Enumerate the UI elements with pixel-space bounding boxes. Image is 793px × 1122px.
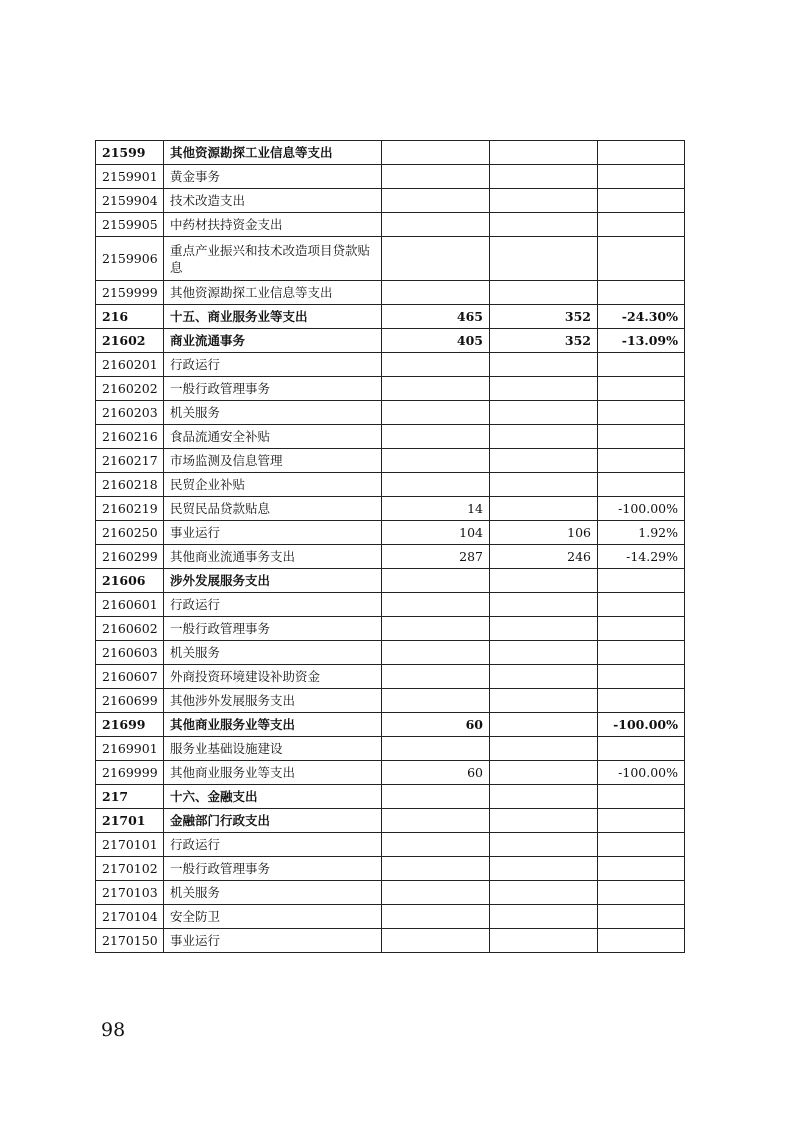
value-2019-cell (382, 665, 490, 689)
code-cell: 2160699 (96, 689, 164, 713)
change-rate-cell (598, 213, 685, 237)
value-2020-cell (490, 761, 598, 785)
code-cell: 2159906 (96, 237, 164, 281)
value-2020-cell (490, 425, 598, 449)
value-2020-cell (490, 905, 598, 929)
code-cell: 2170150 (96, 929, 164, 953)
value-2020-cell (490, 449, 598, 473)
value-2019-cell (382, 737, 490, 761)
code-cell: 2160299 (96, 545, 164, 569)
code-cell: 2160607 (96, 665, 164, 689)
value-2020-cell (490, 189, 598, 213)
change-rate-cell (598, 593, 685, 617)
name-cell: 商业流通事务 (164, 329, 382, 353)
table-row (96, 761, 685, 785)
change-rate-cell (598, 473, 685, 497)
code-cell: 2170101 (96, 833, 164, 857)
change-rate-cell (598, 857, 685, 881)
name-cell: 食品流通安全补贴 (164, 425, 382, 449)
change-rate-cell: 1.92% (598, 521, 685, 545)
value-2019-cell (382, 809, 490, 833)
table-row (96, 689, 685, 713)
value-2019-cell (382, 473, 490, 497)
code-cell: 2160218 (96, 473, 164, 497)
table-row (96, 569, 685, 593)
value-2019-cell (382, 881, 490, 905)
change-rate-cell (598, 641, 685, 665)
value-2020-cell (490, 569, 598, 593)
value-2019-cell (382, 281, 490, 305)
name-cell: 十六、金融支出 (164, 785, 382, 809)
value-2019-cell (382, 617, 490, 641)
value-2019-cell (382, 425, 490, 449)
change-rate-cell: -100.00% (598, 497, 685, 521)
value-2019-cell (382, 689, 490, 713)
table-row (96, 353, 685, 377)
code-cell: 2159905 (96, 213, 164, 237)
change-rate-cell: -100.00% (598, 761, 685, 785)
value-2020-cell (490, 237, 598, 281)
change-rate-cell: -14.29% (598, 545, 685, 569)
table-row (96, 213, 685, 237)
table-row (96, 237, 685, 281)
value-2020-cell (490, 473, 598, 497)
value-2020-cell (490, 833, 598, 857)
name-cell: 其他商业服务业等支出 (164, 761, 382, 785)
value-2020-cell (490, 141, 598, 165)
name-cell: 其他涉外发展服务支出 (164, 689, 382, 713)
value-2020-cell (490, 377, 598, 401)
change-rate-cell (598, 809, 685, 833)
value-2019-cell: 405 (382, 329, 490, 353)
value-2019-cell (382, 833, 490, 857)
name-cell: 行政运行 (164, 353, 382, 377)
value-2020-cell (490, 641, 598, 665)
table-row (96, 929, 685, 953)
code-cell: 2160217 (96, 449, 164, 473)
value-2019-cell (382, 569, 490, 593)
table-row (96, 165, 685, 189)
value-2019-cell (382, 641, 490, 665)
table-row (96, 809, 685, 833)
budget-table (95, 140, 685, 953)
change-rate-cell (598, 189, 685, 213)
value-2020-cell: 352 (490, 329, 598, 353)
value-2020-cell (490, 281, 598, 305)
change-rate-cell (598, 737, 685, 761)
change-rate-cell (598, 689, 685, 713)
change-rate-cell (598, 833, 685, 857)
change-rate-cell: -100.00% (598, 713, 685, 737)
value-2020-cell (490, 401, 598, 425)
table-row (96, 141, 685, 165)
name-cell: 黄金事务 (164, 165, 382, 189)
name-cell: 民贸民品贷款贴息 (164, 497, 382, 521)
code-cell: 2160203 (96, 401, 164, 425)
page-number: 98 (101, 1019, 126, 1041)
code-cell: 2160202 (96, 377, 164, 401)
value-2019-cell (382, 401, 490, 425)
code-cell: 217 (96, 785, 164, 809)
name-cell: 一般行政管理事务 (164, 617, 382, 641)
table-row (96, 377, 685, 401)
code-cell: 2170104 (96, 905, 164, 929)
change-rate-cell (598, 785, 685, 809)
table-row (96, 713, 685, 737)
value-2020-cell (490, 497, 598, 521)
code-cell: 2160602 (96, 617, 164, 641)
value-2020-cell (490, 165, 598, 189)
value-2019-cell: 465 (382, 305, 490, 329)
table-row (96, 425, 685, 449)
name-cell: 一般行政管理事务 (164, 377, 382, 401)
name-cell: 重点产业振兴和技术改造项目贷款贴息 (164, 237, 382, 281)
value-2019-cell: 60 (382, 761, 490, 785)
change-rate-cell (598, 377, 685, 401)
table-row (96, 593, 685, 617)
code-cell: 21599 (96, 141, 164, 165)
table-row (96, 641, 685, 665)
value-2019-cell (382, 237, 490, 281)
code-cell: 2160250 (96, 521, 164, 545)
name-cell: 行政运行 (164, 593, 382, 617)
value-2020-cell (490, 857, 598, 881)
change-rate-cell (598, 281, 685, 305)
change-rate-cell: -13.09% (598, 329, 685, 353)
table-row (96, 833, 685, 857)
table-row (96, 305, 685, 329)
table-row (96, 189, 685, 213)
name-cell: 服务业基础设施建设 (164, 737, 382, 761)
budget-table-body (96, 141, 685, 953)
code-cell: 2159999 (96, 281, 164, 305)
code-cell: 2160219 (96, 497, 164, 521)
value-2019-cell (382, 449, 490, 473)
value-2019-cell: 287 (382, 545, 490, 569)
table-row (96, 857, 685, 881)
code-cell: 2160603 (96, 641, 164, 665)
table-row (96, 401, 685, 425)
value-2020-cell: 246 (490, 545, 598, 569)
code-cell: 216 (96, 305, 164, 329)
value-2019-cell: 104 (382, 521, 490, 545)
name-cell: 市场监测及信息管理 (164, 449, 382, 473)
code-cell: 2170103 (96, 881, 164, 905)
name-cell: 其他资源勘探工业信息等支出 (164, 141, 382, 165)
name-cell: 金融部门行政支出 (164, 809, 382, 833)
code-cell: 2169999 (96, 761, 164, 785)
table-row (96, 497, 685, 521)
table-row (96, 329, 685, 353)
value-2020-cell (490, 353, 598, 377)
change-rate-cell (598, 401, 685, 425)
code-cell: 2170102 (96, 857, 164, 881)
value-2019-cell (382, 905, 490, 929)
change-rate-cell (598, 929, 685, 953)
value-2019-cell: 60 (382, 713, 490, 737)
table-row (96, 665, 685, 689)
value-2019-cell (382, 353, 490, 377)
value-2020-cell (490, 617, 598, 641)
value-2020-cell (490, 929, 598, 953)
value-2020-cell (490, 593, 598, 617)
change-rate-cell (598, 905, 685, 929)
name-cell: 外商投资环境建设补助资金 (164, 665, 382, 689)
value-2020-cell (490, 785, 598, 809)
code-cell: 2169901 (96, 737, 164, 761)
name-cell: 一般行政管理事务 (164, 857, 382, 881)
table-row (96, 473, 685, 497)
name-cell: 其他商业流通事务支出 (164, 545, 382, 569)
change-rate-cell (598, 881, 685, 905)
table-row (96, 617, 685, 641)
name-cell: 安全防卫 (164, 905, 382, 929)
code-cell: 2160201 (96, 353, 164, 377)
name-cell: 机关服务 (164, 641, 382, 665)
name-cell: 民贸企业补贴 (164, 473, 382, 497)
value-2020-cell (490, 689, 598, 713)
value-2020-cell (490, 737, 598, 761)
change-rate-cell (598, 425, 685, 449)
change-rate-cell (598, 141, 685, 165)
value-2020-cell (490, 809, 598, 833)
name-cell: 中药材扶持资金支出 (164, 213, 382, 237)
change-rate-cell (598, 353, 685, 377)
code-cell: 21606 (96, 569, 164, 593)
code-cell: 21602 (96, 329, 164, 353)
code-cell: 21701 (96, 809, 164, 833)
value-2020-cell (490, 881, 598, 905)
name-cell: 事业运行 (164, 929, 382, 953)
name-cell: 其他资源勘探工业信息等支出 (164, 281, 382, 305)
code-cell: 2159901 (96, 165, 164, 189)
change-rate-cell (598, 237, 685, 281)
name-cell: 机关服务 (164, 401, 382, 425)
name-cell: 行政运行 (164, 833, 382, 857)
value-2020-cell (490, 665, 598, 689)
table-row (96, 521, 685, 545)
name-cell: 涉外发展服务支出 (164, 569, 382, 593)
value-2019-cell: 14 (382, 497, 490, 521)
code-cell: 2160601 (96, 593, 164, 617)
change-rate-cell (598, 617, 685, 641)
name-cell: 事业运行 (164, 521, 382, 545)
value-2019-cell (382, 165, 490, 189)
value-2020-cell (490, 213, 598, 237)
name-cell: 十五、商业服务业等支出 (164, 305, 382, 329)
value-2019-cell (382, 189, 490, 213)
code-cell: 2159904 (96, 189, 164, 213)
change-rate-cell: -24.30% (598, 305, 685, 329)
value-2020-cell: 352 (490, 305, 598, 329)
table-row (96, 449, 685, 473)
value-2019-cell (382, 929, 490, 953)
table-row (96, 905, 685, 929)
table-row (96, 737, 685, 761)
name-cell: 机关服务 (164, 881, 382, 905)
change-rate-cell (598, 665, 685, 689)
value-2019-cell (382, 213, 490, 237)
value-2019-cell (382, 857, 490, 881)
value-2020-cell (490, 713, 598, 737)
code-cell: 2160216 (96, 425, 164, 449)
table-row (96, 881, 685, 905)
value-2019-cell (382, 593, 490, 617)
value-2020-cell: 106 (490, 521, 598, 545)
value-2019-cell (382, 377, 490, 401)
change-rate-cell (598, 165, 685, 189)
table-row (96, 545, 685, 569)
value-2019-cell (382, 785, 490, 809)
change-rate-cell (598, 449, 685, 473)
name-cell: 其他商业服务业等支出 (164, 713, 382, 737)
code-cell: 21699 (96, 713, 164, 737)
name-cell: 技术改造支出 (164, 189, 382, 213)
value-2019-cell (382, 141, 490, 165)
table-row (96, 281, 685, 305)
table-row (96, 785, 685, 809)
change-rate-cell (598, 569, 685, 593)
